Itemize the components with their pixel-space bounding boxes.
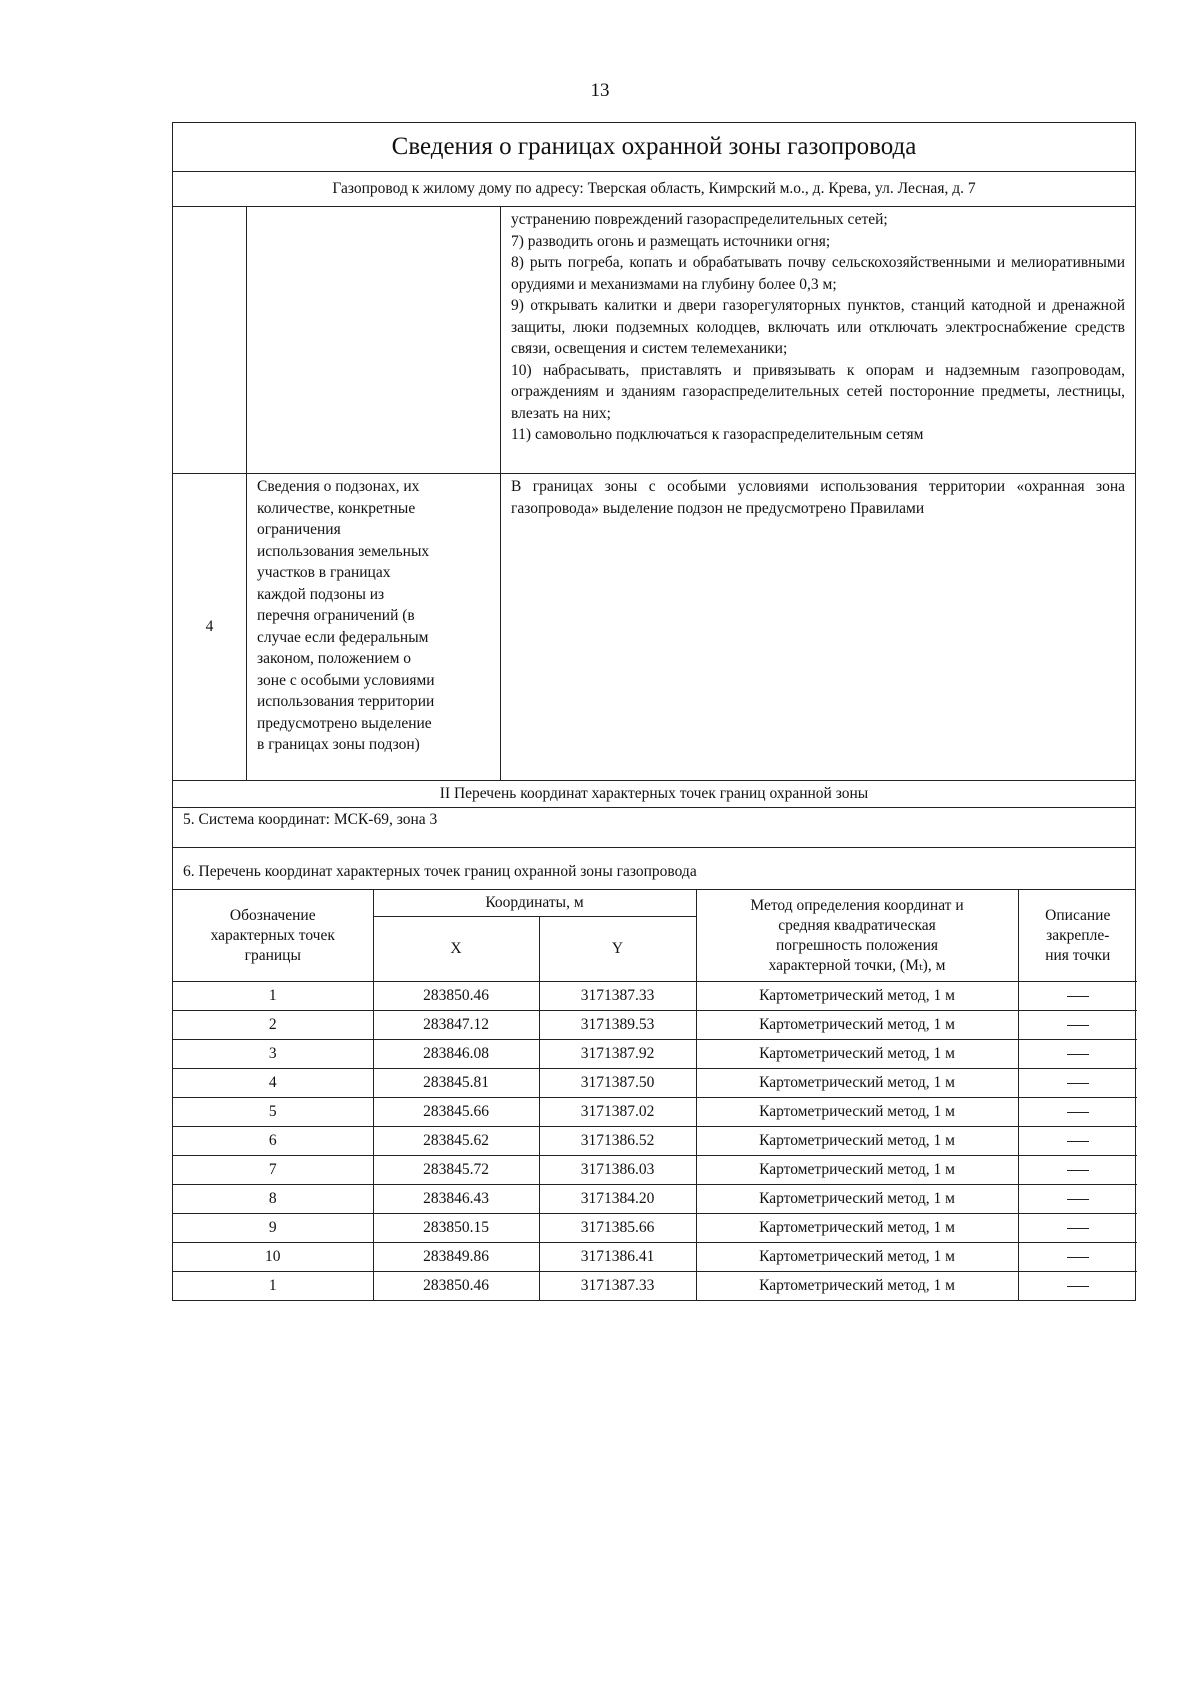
dash-mark (1067, 1083, 1089, 1084)
method-cell: Картометрический метод, 1 м (696, 1185, 1018, 1214)
subzones-row (173, 474, 1135, 781)
header-method (696, 890, 1018, 982)
restriction-paragraph: 7) разводить огонь и размещать источники огня; (511, 232, 831, 250)
description-cell (1018, 1011, 1137, 1040)
point-number: 8 (173, 1185, 373, 1214)
restriction-paragraph: 9) открывать калитки и двери газорегуляторных пунктов, станций катодной и дренажной защиты, люки подземных колодцев, включать или отключать электроснабжение средств связи, освещения и систем телемеханики; (511, 297, 1125, 357)
description-cell (1018, 1243, 1137, 1272)
label-line: Сведения о подзонах, их (257, 478, 420, 495)
y-coordinate: 3171387.02 (539, 1098, 696, 1127)
y-coordinate: 3171386.52 (539, 1127, 696, 1156)
coordinate-list-title: 6. Перечень координат характерных точек границ охранной зоны газопровода (173, 848, 1135, 890)
subzones-label (247, 474, 501, 780)
subzones-description: В границах зоны с особыми условиями использования территории «охранная зона газопровода» выделение подзон не предусмотрено Правилами (511, 478, 1125, 517)
method-cell: Картометрический метод, 1 м (696, 1011, 1018, 1040)
restriction-paragraph: 10) набрасывать, приставлять и привязывать к опорам и надземным газопроводам, ограждениям и зданиям газораспределительных сетей посторонние предметы, лестницы, влезать на них; (511, 361, 1125, 422)
table-row (173, 1069, 1137, 1098)
x-coordinate: 283850.15 (373, 1214, 539, 1243)
row-number-empty (173, 207, 247, 473)
table-row (173, 1214, 1137, 1243)
method-cell: Картометрический метод, 1 м (696, 1069, 1018, 1098)
point-number: 1 (173, 982, 373, 1011)
y-coordinate: 3171384.20 (539, 1185, 696, 1214)
x-coordinate: 283845.81 (373, 1069, 539, 1098)
label-line: использования территории (257, 693, 435, 710)
label-line: в границах зоны подзон) (257, 736, 420, 753)
table-row (173, 1272, 1137, 1301)
header-line: границы (244, 946, 301, 964)
document-subtitle: Газопровод к жилому дому по адресу: Тверская область, Кимрский м.о., д. Крева, ул. Лесная, д. 7 (173, 172, 1135, 207)
table-row (173, 982, 1137, 1011)
table-row (173, 1011, 1137, 1040)
table-row (173, 1243, 1137, 1272)
dash-mark (1067, 1054, 1089, 1055)
method-cell: Картометрический метод, 1 м (696, 1272, 1018, 1301)
method-cell: Картометрический метод, 1 м (696, 1127, 1018, 1156)
header-y: Y (539, 917, 696, 982)
restriction-paragraph: 11) самовольно подключаться к газораспределительным сетям (511, 426, 924, 443)
description-cell (1018, 982, 1137, 1011)
method-cell: Картометрический метод, 1 м (696, 1156, 1018, 1185)
dash-mark (1067, 1112, 1089, 1113)
row-label-empty (247, 207, 501, 473)
x-coordinate: 283845.72 (373, 1156, 539, 1185)
label-line: каждой подзоны из (257, 585, 385, 603)
description-cell (1018, 1185, 1137, 1214)
coordinate-system: 5. Система координат: МСК-69, зона 3 (173, 808, 1135, 848)
header-coordinates: Координаты, м (373, 890, 696, 917)
y-coordinate: 3171387.92 (539, 1040, 696, 1069)
method-cell: Картометрический метод, 1 м (696, 982, 1018, 1011)
dash-mark (1067, 1141, 1089, 1142)
section-2-title: II Перечень координат характерных точек границ охранной зоны (173, 781, 1135, 808)
description-cell (1018, 1069, 1137, 1098)
label-line: ограничения (257, 521, 341, 538)
label-line: перечня ограничений (в (257, 607, 415, 624)
dash-mark (1067, 1025, 1089, 1026)
table-row (173, 1185, 1137, 1214)
description-cell (1018, 1040, 1137, 1069)
page-number: 13 (590, 80, 610, 101)
row-number: 4 (173, 474, 247, 780)
point-number: 1 (173, 1272, 373, 1301)
dash-mark (1067, 1257, 1089, 1258)
y-coordinate: 3171389.53 (539, 1011, 696, 1040)
label-line: участков в границах (257, 564, 391, 581)
description-cell (1018, 1272, 1137, 1301)
table-row (173, 1098, 1137, 1127)
y-coordinate: 3171387.33 (539, 1272, 696, 1301)
x-coordinate: 283846.08 (373, 1040, 539, 1069)
label-line: предусмотрено выделение (257, 714, 432, 732)
header-line: закрепле- (1046, 926, 1110, 944)
restrictions-text (501, 207, 1135, 473)
header-description (1018, 890, 1137, 982)
header-designation (173, 890, 373, 982)
dash-mark (1067, 1170, 1089, 1171)
description-cell (1018, 1098, 1137, 1127)
header-line: средняя квадратическая (778, 916, 936, 934)
point-number: 10 (173, 1243, 373, 1272)
x-coordinate: 283846.43 (373, 1185, 539, 1214)
document-title: Сведения о границах охранной зоны газопровода (173, 123, 1135, 172)
y-coordinate: 3171385.66 (539, 1214, 696, 1243)
label-line: законом, положением о (257, 650, 412, 667)
point-number: 2 (173, 1011, 373, 1040)
point-number: 6 (173, 1127, 373, 1156)
restrictions-continuation-row (173, 207, 1135, 474)
coordinates-body (173, 982, 1137, 1301)
label-line: случае если федеральным (257, 628, 429, 646)
description-cell (1018, 1156, 1137, 1185)
label-line: количестве, конкретные (257, 499, 416, 517)
x-coordinate: 283850.46 (373, 982, 539, 1011)
y-coordinate: 3171386.41 (539, 1243, 696, 1272)
table-row (173, 1040, 1137, 1069)
restriction-paragraph: устранению повреждений газораспределительных сетей; (511, 211, 888, 228)
dash-mark (1067, 996, 1089, 997)
point-number: 4 (173, 1069, 373, 1098)
method-cell: Картометрический метод, 1 м (696, 1243, 1018, 1272)
x-coordinate: 283850.46 (373, 1272, 539, 1301)
header-line: Метод определения координат и (750, 896, 964, 914)
table-row (173, 1156, 1137, 1185)
header-line: характерной точки, (Mₜ), м (768, 956, 946, 974)
description-cell (1018, 1127, 1137, 1156)
method-cell: Картометрический метод, 1 м (696, 1098, 1018, 1127)
header-line: характерных точек (210, 926, 335, 944)
header-line: Описание (1045, 906, 1111, 924)
x-coordinate: 283847.12 (373, 1011, 539, 1040)
zone-info-table (172, 122, 1136, 1301)
coordinates-table (173, 890, 1137, 1300)
method-cell: Картометрический метод, 1 м (696, 1214, 1018, 1243)
point-number: 3 (173, 1040, 373, 1069)
x-coordinate: 283849.86 (373, 1243, 539, 1272)
x-coordinate: 283845.62 (373, 1127, 539, 1156)
header-x: X (373, 917, 539, 982)
label-line: зоне с особыми условиями (257, 671, 435, 689)
header-line: Обозначение (229, 906, 316, 924)
y-coordinate: 3171387.50 (539, 1069, 696, 1098)
dash-mark (1067, 1228, 1089, 1229)
point-number: 9 (173, 1214, 373, 1243)
point-number: 5 (173, 1098, 373, 1127)
point-number: 7 (173, 1156, 373, 1185)
y-coordinate: 3171386.03 (539, 1156, 696, 1185)
subzones-text (501, 474, 1135, 780)
header-line: погрешность положения (775, 936, 939, 954)
description-cell (1018, 1214, 1137, 1243)
table-row (173, 1127, 1137, 1156)
x-coordinate: 283845.66 (373, 1098, 539, 1127)
label-line: использования земельных (257, 542, 430, 560)
method-cell: Картометрический метод, 1 м (696, 1040, 1018, 1069)
header-line: ния точки (1045, 946, 1111, 964)
y-coordinate: 3171387.33 (539, 982, 696, 1011)
dash-mark (1067, 1286, 1089, 1287)
dash-mark (1067, 1199, 1089, 1200)
restriction-paragraph: 8) рыть погреба, копать и обрабатывать почву сельскохозяйственными и мелиоративными орудиями и механизмами на глубину более 0,3 м; (511, 254, 1125, 293)
